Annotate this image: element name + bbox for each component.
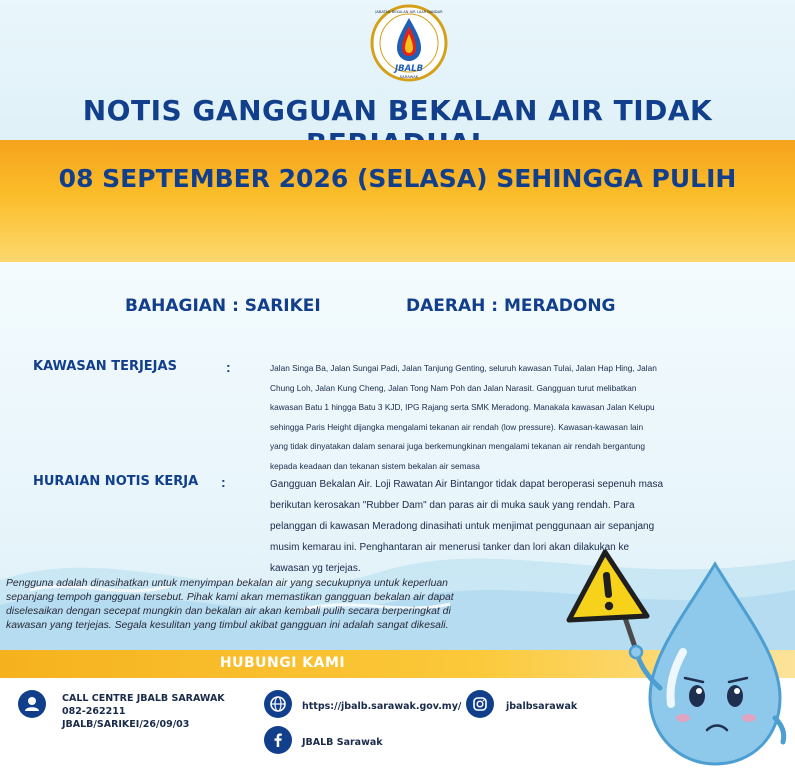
huraian-line: kawasan yg terjejas.: [270, 563, 361, 574]
kawasan-line: yang tidak dinyatakan dalam senarai juga berkemungkinan mengalami tekanan air rendah bergantung: [270, 441, 645, 451]
advisory-line: diselesaikan dengan secepat mungkin dan bekalan air akan kembali pulih secara berperingkat di: [6, 606, 451, 617]
kawasan-line: Jalan Singa Ba, Jalan Sungai Padi, Jalan Tanjung Genting, seluruh kawasan Tulai, Jalan Hap Hing, Jalan: [270, 363, 657, 373]
warning-sign-icon: [569, 552, 647, 620]
call-centre-label: CALL CENTRE JBALB SARAWAK: [62, 693, 225, 704]
kawasan-line: kawasan Batu 1 hingga Batu 3 KJD, IPG Rajang serta SMK Meradong. Manakala kawasan Jalan Kelupu: [270, 402, 655, 412]
huraian-colon: :: [221, 474, 226, 490]
instagram-handle[interactable]: jbalbsarawak: [506, 701, 578, 712]
kawasan-line: sehingga Paris Height dijangka mengalami tekanan air rendah (low pressure). Kawasan-kawasan lain: [270, 421, 644, 432]
facebook-icon[interactable]: [264, 726, 292, 754]
globe-icon[interactable]: [264, 690, 292, 718]
kawasan-line: Chung Loh, Jalan Kung Cheng, Jalan Tong Nam Poh dan Jalan Narasit. Gangguan turut melibatkan: [270, 382, 637, 393]
date-line: 08 SEPTEMBER 2026 (SELASA) SEHINGGA PULIH: [58, 164, 737, 193]
kawasan-colon: :: [226, 359, 231, 375]
huraian-line: musim kemarau ini. Penghantaran air menerusi tanker dan lori akan dilakukan ke: [270, 542, 630, 553]
bahagian-label: BAHAGIAN : SARIKEI: [125, 296, 321, 316]
reference-number: JBALB/SARIKEI/26/09/03: [62, 719, 190, 730]
huraian-line: Gangguan Bekalan Air. Loji Rawatan Air Bintangor tidak dapat beroperasi sepenuh masa: [270, 479, 664, 490]
phone-number[interactable]: 082-262211: [62, 706, 126, 717]
contact-details: [62, 692, 225, 731]
huraian-line: pelanggan di kawasan Meradong dinasihati untuk menjimat penggunaan air sepanjang: [270, 521, 655, 532]
instagram-icon[interactable]: [466, 690, 494, 718]
advisory-line: Pengguna adalah dinasihatkan untuk menyimpan bekalan air yang secukupnya untuk keperluan: [6, 578, 448, 589]
kawasan-text: [270, 359, 702, 476]
facebook-page[interactable]: JBALB Sarawak: [302, 737, 383, 748]
contact-heading: HUBUNGI KAMI: [219, 655, 346, 671]
logo-bottom-text: SARAWAK: [399, 74, 419, 79]
logo-arc-text: JABATAN BEKALAN AIR LUAR BANDAR: [375, 10, 443, 14]
water-drop-mascot: [565, 548, 795, 770]
daerah-label: DAERAH : MERADONG: [406, 296, 616, 316]
advisory-line: kawasan yang terjejas. Segala kesulitan yang timbul akibat gangguan ini adalah sangat dikesali.: [6, 620, 449, 631]
logo-name: JBALB: [394, 64, 424, 74]
advisory-text: [6, 577, 568, 633]
huraian-line: berikutan kerosakan "Rubber Dam" dan paras air di muka sauk yang rendah. Para: [270, 500, 635, 511]
person-icon: [18, 690, 46, 718]
jbalb-logo: [370, 4, 448, 82]
kawasan-label: KAWASAN TERJEJAS: [33, 359, 177, 374]
date-band: [0, 140, 795, 262]
website-link[interactable]: https://jbalb.sarawak.gov.my/: [302, 701, 462, 712]
huraian-label: HURAIAN NOTIS KERJA: [33, 474, 199, 489]
kawasan-line: kepada keadaan dan tekanan sistem bekalan air semasa: [270, 460, 480, 471]
advisory-line: sepanjang tempoh gangguan tersebut. Pihak kami akan memastikan gangguan bekalan air dapat: [6, 592, 454, 603]
notice-title: NOTIS GANGGUAN BEKALAN AIR TIDAK: [82, 94, 713, 127]
